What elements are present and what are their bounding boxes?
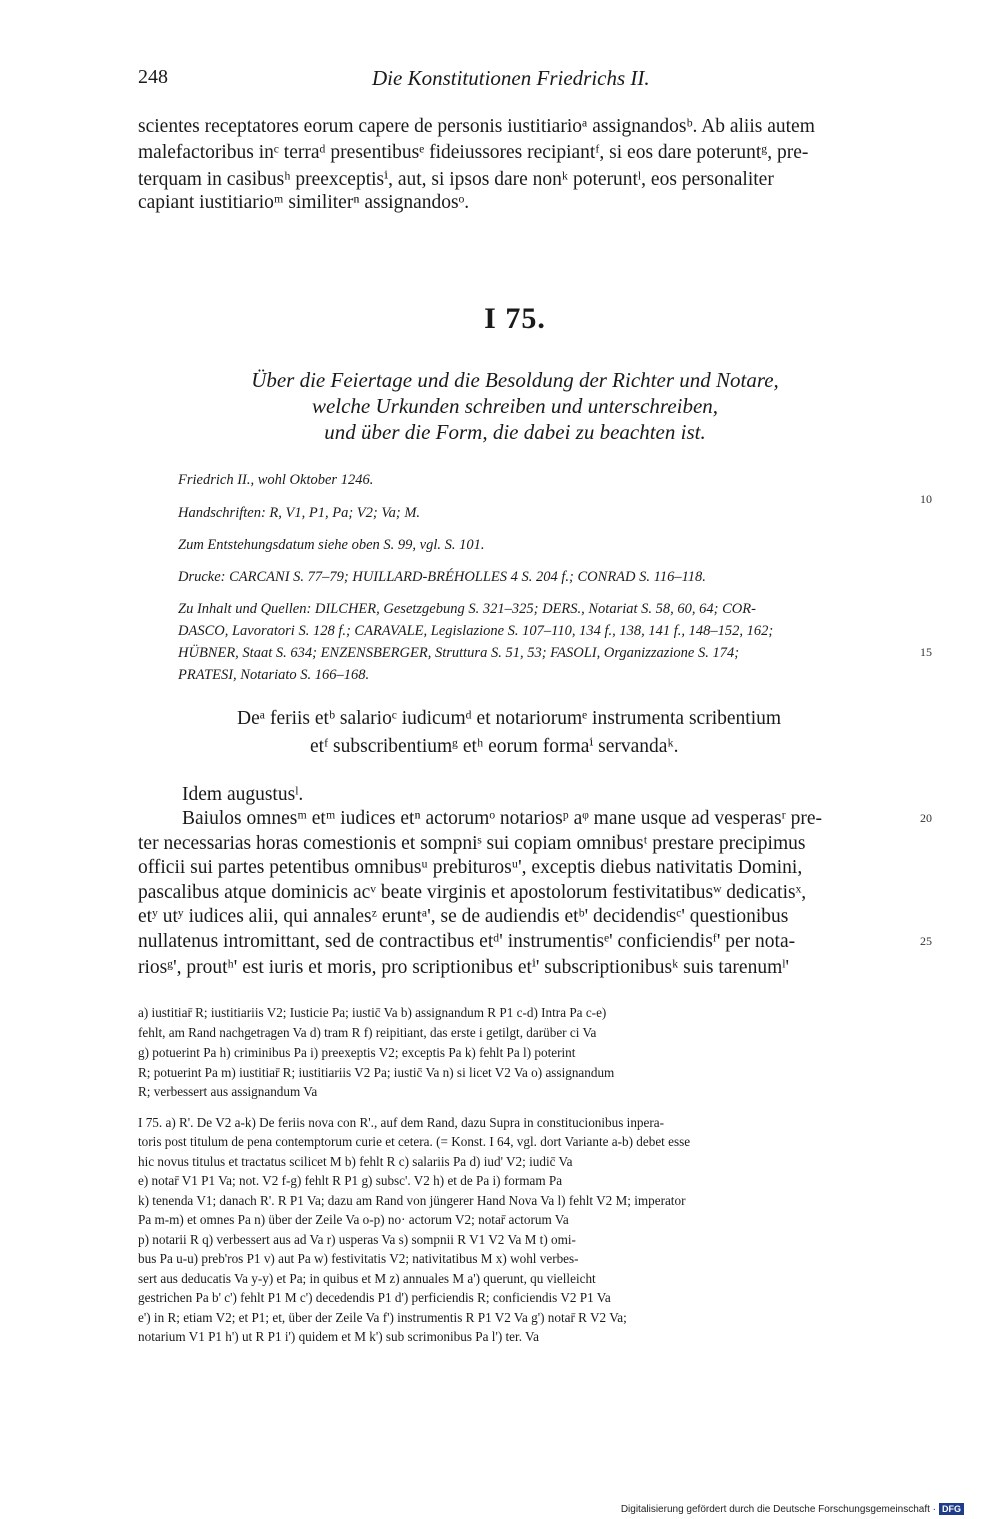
line-number: 25 <box>920 934 932 948</box>
footnote-line: bus Pa u-u) preb'ros P1 v) aut Pa w) festivitatis V2; nativitatibus M x) wohl verbes- <box>138 1251 579 1266</box>
meta-origin-date: Zum Entstehungsdatum siehe oben S. 99, vgl. S. 101. <box>178 537 485 553</box>
footnote-line: g) potuerint Pa h) criminibus Pa i) preexeptis V2; exceptis Pa k) fehlt Pa l) poterint <box>138 1045 576 1060</box>
footnote-line: sert aus deducatis Va y-y) et Pa; in quibus et M z) annuales M a') querunt, qu vielleicht <box>138 1271 596 1286</box>
line-number: 15 <box>920 645 932 659</box>
footnote-line: hic novus titulus et tractatus scilicet M b) fehlt R c) salariis Pa d) iud' V2; iudic̄ Va <box>138 1154 573 1169</box>
text-line: Idem augustusˡ. <box>182 784 304 805</box>
chapter-number: I 75. <box>484 302 546 335</box>
intro-line: terquam in casibusʰ preexceptisⁱ, aut, si ipsos dare nonᵏ poteruntˡ, eos personaliter <box>138 169 774 190</box>
text-line: pascalibus atque dominicis acᵛ beate virginis et apostolorum festivitatibusʷ dedicatisˣ, <box>138 882 807 903</box>
footnote-line: Pa m-m) et omnes Pa n) über der Zeile Va o-p) no· actorum V2; notar̄ actorum Va <box>138 1212 569 1227</box>
footnote-line: a) iustitiar̄ R; iustitiariis V2; Iusticie Pa; iustic̄ Va b) assignandum R P1 c-d) Intra Pa c-e) <box>138 1005 607 1020</box>
footnote-line: R; potuerint Pa m) iustitiar̄ R; iustitiariis V2 Pa; iustic̄ Va n) si licet V2 Va o) assignandum <box>138 1065 615 1080</box>
meta-sources-line: PRATESI, Notariato S. 166–168. <box>178 667 370 683</box>
meta-sources-line: Zu Inhalt und Quellen: DILCHER, Gesetzgebung S. 321–325; DERS., Notariat S. 58, 60, 64; COR- <box>178 601 756 617</box>
text-line: etʸ utʸ iudices alii, qui annalesᶻ eruntᵃ', se de audiendis etᵇ' decidendisᶜ' questionibus <box>138 906 789 927</box>
intro-line: scientes receptatores eorum capere de personis iustitiarioᵃ assignandosᵇ. Ab aliis autem <box>138 116 815 137</box>
meta-manuscripts: Handschriften: R, V1, P1, Pa; V2; Va; M. <box>178 505 421 521</box>
rubric-line: etᶠ subscribentiumᵍ etʰ eorum formaⁱ servandaᵏ. <box>310 736 679 757</box>
footnote-line: e) notar̄ V1 P1 Va; not. V2 f-g) fehlt R P1 g) subsc'. V2 h) et de Pa i) formam Pa <box>138 1173 563 1188</box>
meta-prints: Drucke: CARCANI S. 77–79; HUILLARD-BRÉHOLLES 4 S. 204 f.; CONRAD S. 116–118. <box>178 569 706 585</box>
footnote-line: I 75. a) R'. De V2 a-k) De feriis nova con R'., auf dem Rand, dazu Supra in constitucionibus inpera- <box>138 1115 665 1130</box>
meta-date: Friedrich II., wohl Oktober 1246. <box>178 472 374 488</box>
funding-credit-text: Digitalisierung gefördert durch die Deutsche Forschungsgemeinschaft · <box>620 1503 936 1515</box>
intro-line: malefactoribus inᶜ terraᵈ presentibusᵉ fideiussores recipiantᶠ, si eos dare poteruntᵍ, pre- <box>138 142 809 163</box>
funding-credit <box>621 1503 964 1515</box>
text-line: officii sui partes petentibus omnibusᵘ prebiturosᵘ', exceptis diebus nativitatis Domini, <box>138 857 803 878</box>
running-title: Die Konstitutionen Friedrichs II. <box>372 66 650 90</box>
page-number: 248 <box>138 66 168 88</box>
footnote-line: toris post titulum de pena contemptorum curie et cetera. (= Konst. I 64, vgl. dort Variante a-b) debet esse <box>138 1134 691 1149</box>
line-number: 20 <box>920 811 932 825</box>
text-line: nullatenus intromittant, sed de contractibus etᵈ' instrumentisᵉ' conficiendisᶠ' per nota- <box>138 931 796 952</box>
footnote-line: gestrichen Pa b' c') fehlt P1 M c') decedendis P1 d') perficiendis R; conficiendis V2 P1 Va <box>138 1290 611 1305</box>
footnote-line: R; verbessert aus assignandum Va <box>138 1084 318 1099</box>
text-line: Baiulos omnesᵐ etᵐ iudices etⁿ actorumᵒ notariosᵖ aᵠ mane usque ad vesperasʳ pre- <box>182 808 823 829</box>
meta-sources-line: HÜBNER, Staat S. 634; ENZENSBERGER, Struttura S. 51, 53; FASOLI, Organizzazione S. 174; <box>178 645 740 661</box>
rubric-line: Deᵃ feriis etᵇ salarioᶜ iudicumᵈ et notariorumᵉ instrumenta scribentium <box>237 708 782 729</box>
footnote-line: k) tenenda V1; danach R'. R P1 Va; dazu am Rand von jüngerer Hand Nova Va l) fehlt V2 M; imperator <box>138 1193 686 1208</box>
footnote-line: p) notarii R q) verbessert aus ad Va r) usperas Va s) sompnii R V1 V2 Va M t) omi- <box>138 1232 576 1247</box>
footnote-line: e') in R; etiam V2; et P1; et, über der Zeile Va f') instrumentis R P1 V2 Va g') notar̄ R V2 Va; <box>138 1310 627 1325</box>
text-line: ter necessarias horas comestionis et sompniˢ sui copiam omnibusᵗ prestare precipimus <box>138 833 806 854</box>
text-line: riosᵍ', proutʰ' est iuris et moris, pro scriptionibus etⁱ' subscriptionibusᵏ suis tarenumˡ' <box>138 957 789 978</box>
chapter-subtitle-line: welche Urkunden schreiben und unterschreiben, <box>311 394 719 418</box>
footnote-line: fehlt, am Rand nachgetragen Va d) tram R f) reipitiant, das erste i getilgt, darüber ci Va <box>138 1025 597 1040</box>
intro-line: capiant iustitiarioᵐ similiterⁿ assignandosᵒ. <box>138 192 470 213</box>
chapter-subtitle-line: und über die Form, die dabei zu beachten ist. <box>324 420 706 444</box>
meta-sources-line: DASCO, Lavoratori S. 128 f.; CARAVALE, Legislazione S. 107–110, 134 f., 138, 141 f., 148–152, 162; <box>178 623 774 639</box>
chapter-subtitle-line: Über die Feiertage und die Besoldung der Richter und Notare, <box>251 368 779 392</box>
footnote-line: notarium V1 P1 h') ut R P1 i') quidem et M k') sub scrimonibus Pa l') ter. Va <box>138 1329 539 1344</box>
dfg-logo: DFG <box>939 1503 964 1515</box>
line-number: 10 <box>920 492 932 506</box>
